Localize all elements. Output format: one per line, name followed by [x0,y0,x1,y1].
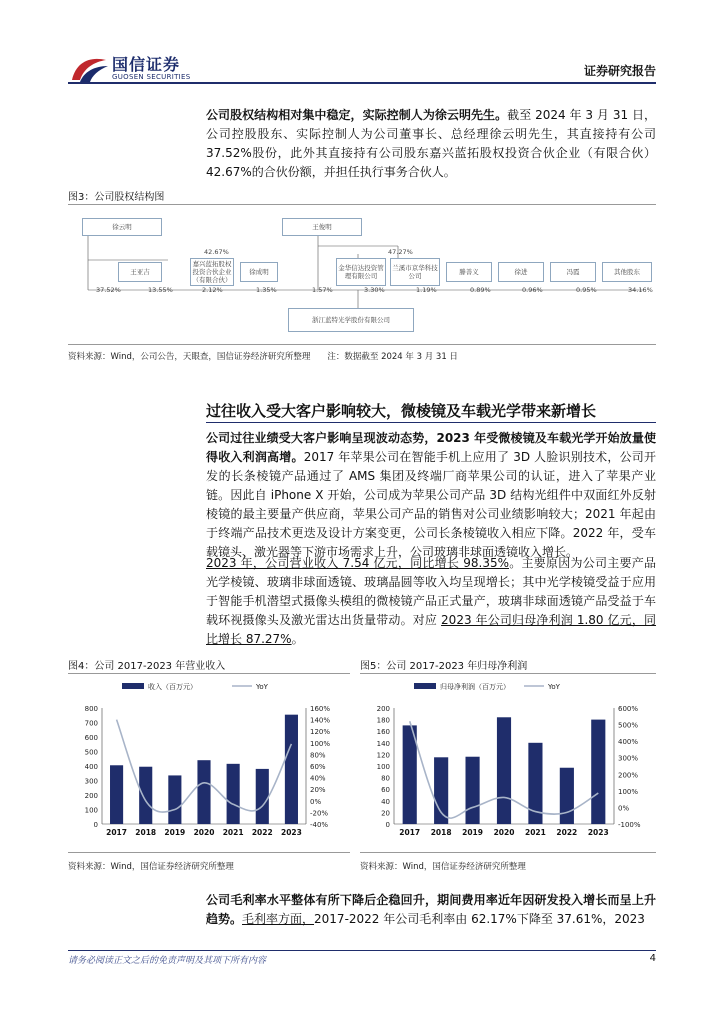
legend-line-label: YoY [256,683,268,691]
fig5-source: 资料来源：Wind，国信证券经济研究所整理 [360,862,526,872]
x-tick-label: 2020 [193,828,215,837]
y2-tick-label: -40% [310,821,329,829]
logo-mark-icon [68,54,110,84]
x-tick-label: 2018 [430,828,452,837]
holder-box-8: 冯霞 [550,262,596,282]
y-tick-label: 60 [381,786,390,795]
y2-tick-label: 100% [618,787,639,796]
y2-tick-label: 200% [618,771,639,780]
bar [256,769,269,824]
section-rule [206,422,656,423]
pct-b: 47.27% [388,248,413,256]
pct-7: 1.19% [416,286,437,294]
holder-box-3: 徐成明 [240,262,278,282]
section-title: 过往收入受大客户影响较大，微棱镜及车载光学带来新增长 [206,402,597,420]
x-tick-label: 2020 [493,828,515,837]
bar [110,765,123,824]
x-tick-label: 2023 [280,828,302,837]
pct-2: 13.55% [148,286,173,294]
y-tick-label: 400 [84,763,98,771]
para3-t2: 。 [291,632,304,646]
para4-bold: 公司毛利率水平整体有所下降后企稳回升，期间费用率近年因研发投入增长而呈上升趋势。 [206,893,656,926]
fig3-bottom-rule [68,344,656,345]
intro-bold: 公司股权结构相对集中稳定，实际控制人为徐云明先生。 [206,108,508,122]
x-tick-label: 2021 [222,828,244,837]
para4-u: 毛利率方面， [242,912,315,926]
bar [466,757,480,824]
para3-u1: 2023 年，公司营业收入 7.54 亿元，同比增长 98.35% [206,556,509,570]
intro-text: 截至 2024 年 3 月 31 日，公司控股股东、实际控制人为公司董事长、总经理徐云明先生，其直接持有公司 37.52%股份，此外其直接持有公司股东嘉兴蓝拓股权投资合伙企业（有限合伙）42.67%的合伙份额，并担任执行事务合伙人。 [206,108,656,179]
header-rule [68,82,656,84]
pct-1: 37.52% [96,286,121,294]
fig4-top-rule [68,673,350,674]
footer-rule [68,950,656,951]
para2 [206,429,656,562]
para3 [206,554,656,649]
holder-box-1: 王亚吉 [118,262,162,282]
holder-box-9: 其他股东 [602,262,652,282]
y-tick-label: 20 [381,809,390,818]
net-profit-chart [360,678,656,850]
company-box: 浙江蓝特光学股份有限公司 [288,308,414,332]
logo-en: GUOSEN SECURITIES [112,73,191,81]
bar [591,720,605,824]
pct-4: 1.35% [256,286,277,294]
y-tick-label: 500 [84,748,98,757]
y2-tick-label: -20% [310,809,329,818]
holder-wang: 王俊明 [282,218,362,236]
para2-text: 2017 年苹果公司在智能手机上应用了 3D 人脸识别技术，公司开发的长条棱镜产品通过了 AMS 集团及终端厂商苹果公司的认证，进入了苹果产业链。因此自 iPhone X 开始，公司成为苹果公司产品 3D 结构光组件中双面红外反射棱镜的最主要量产供应商，苹果公司产品的销售对公司业绩影响较大；2021 年起由于终端产品技术更迭及设计方案变更，公司长条棱镜收入相应下降。2022 年，受车载镜头、激光器等下游市场需求上升，公司玻璃非球面透镜收入增长。 [206,450,656,559]
para2-bold: 公司过往业绩受大客户影响呈现波动态势，2023 年受微棱镜及车载光学开始放量使得收入利润高增。 [206,431,656,464]
y-tick-label: 300 [84,777,98,786]
y-tick-label: 120 [376,751,390,760]
fig5-top-rule [360,673,656,674]
fig4-title: 图4：公司 2017-2023 年营业收入 [68,661,226,672]
holder-xu-yunming: 徐云明 [82,218,162,236]
y2-tick-label: 60% [310,763,326,771]
x-tick-label: 2021 [524,828,546,837]
holder-box-7: 徐进 [498,262,544,282]
y-tick-label: 140 [376,739,390,748]
x-tick-label: 2018 [135,828,157,837]
y2-tick-label: 80% [310,751,326,760]
y2-tick-label: 400% [618,738,639,747]
para3-t1: 。主要原因为公司主要产品光学棱镜、玻璃非球面透镜、玻璃晶圆等收入均呈现增长；其中光学棱镜受益于应用于智能手机潜望式摄像头模组的微棱镜产品正式量产，玻璃非球面透镜产品受益于车载环视摄像头及激光雷达出货量带动。对应 [206,556,656,627]
holder-box-6: 滕善义 [446,262,492,282]
y-tick-label: 80 [381,774,390,783]
x-tick-label: 2022 [251,828,273,837]
y-tick-label: 40 [381,797,390,806]
bar [560,768,574,824]
bar [434,757,448,824]
fig4-source: 资料来源：Wind，国信证券经济研究所整理 [68,862,234,872]
y2-tick-label: 140% [310,716,331,725]
fig3-title: 图3：公司股权结构图 [68,192,165,203]
y2-tick-label: -100% [618,821,641,829]
pct-3: 2.12% [202,286,223,294]
bar [497,717,511,824]
intro-paragraph [206,106,656,182]
report-type: 证券研究报告 [583,64,656,78]
fig4-bottom-rule [68,852,350,853]
pct-11: 34.16% [628,286,653,294]
y2-tick-label: 0% [310,797,322,806]
y-tick-label: 180 [376,716,390,725]
fig3-source: 资料来源：Wind，公司公告，天眼查，国信证券经济研究所整理 注：数据截至 2024 年 3 月 31 日 [68,352,458,362]
y-tick-label: 160 [376,728,390,737]
y2-tick-label: 120% [310,728,331,737]
bar [197,760,210,824]
fig3-top-rule [68,204,656,205]
y2-tick-label: 0% [618,804,630,813]
pct-6: 3.30% [364,286,385,294]
para4 [206,891,656,929]
logo [68,52,218,86]
x-tick-label: 2019 [462,828,484,837]
para3-u2: 2023 年公司归母净利润 1.80 亿元，同比增长 87.27% [206,613,657,646]
bar [139,767,152,824]
y-tick-label: 700 [84,719,98,728]
y-tick-label: 0 [93,821,98,829]
legend-line-label: YoY [548,683,560,691]
bar [168,775,181,824]
fig5-title: 图5：公司 2017-2023 年归母净利润 [360,661,528,672]
x-tick-label: 2022 [556,828,578,837]
x-tick-label: 2017 [399,828,421,837]
holder-box-5: 兰溪市京华科技公司 [390,258,440,286]
x-tick-label: 2019 [164,828,186,837]
y-tick-label: 200 [84,792,98,800]
footer-disclaimer: 请务必阅读正文之后的免责声明及其项下所有内容 [68,956,267,966]
legend-bar-label: 收入（百万元） [148,683,197,691]
y2-tick-label: 160% [310,705,331,713]
holder-box-4: 金华信达投资管理有限公司 [336,258,386,286]
y2-tick-label: 300% [618,754,639,763]
page-number: 4 [649,953,656,964]
x-tick-label: 2017 [106,828,128,837]
y2-tick-label: 20% [310,786,326,795]
x-tick-label: 2023 [587,828,609,837]
y-tick-label: 800 [84,705,98,713]
pct-8: 0.89% [470,286,491,294]
pct-5: 1.57% [312,286,333,294]
y-tick-label: 600 [84,734,98,742]
legend-bar-label: 归母净利润（百万元） [440,683,510,691]
fig5-bottom-rule [360,852,656,853]
logo-cn: 国信证券 [112,55,181,74]
pct-9: 0.96% [522,286,543,294]
pct-a: 42.67% [204,248,229,256]
y2-tick-label: 600% [618,705,639,713]
y2-tick-label: 40% [310,774,326,783]
legend-bar-swatch [414,683,436,689]
y-tick-label: 100 [84,806,98,815]
bar [227,764,240,824]
bar [285,715,298,824]
pct-10: 0.95% [576,286,597,294]
y-tick-label: 0 [385,821,390,829]
para4-text: 2017-2022 年公司毛利率由 62.17%下降至 37.61%，2023 [314,912,645,926]
y-tick-label: 100 [376,763,390,771]
y-tick-label: 200 [376,705,390,713]
revenue-chart [68,678,350,850]
y2-tick-label: 500% [618,721,639,730]
y2-tick-label: 100% [310,739,331,748]
legend-bar-swatch [122,683,144,689]
holder-box-2: 嘉兴蓝拓股权投资合伙企业（有限合伙） [190,258,234,286]
